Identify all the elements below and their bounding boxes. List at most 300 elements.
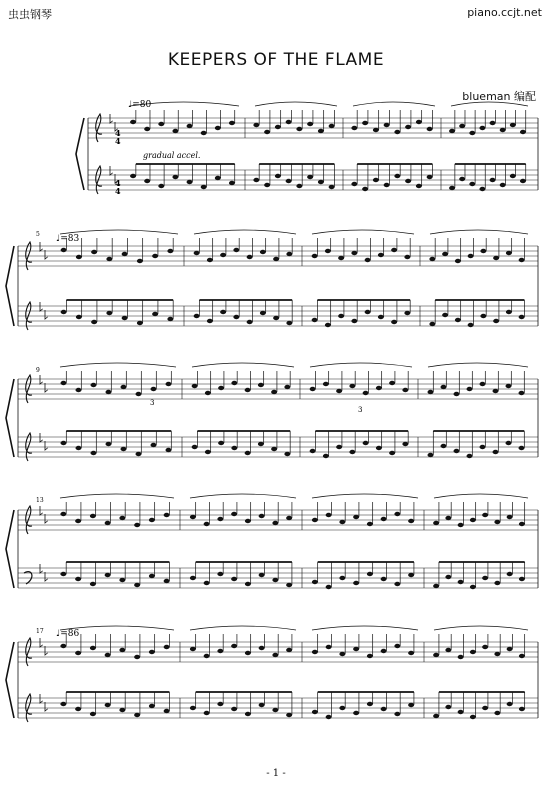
notehead xyxy=(469,182,475,186)
score-title: KEEPERS OF THE FLAME xyxy=(167,50,385,70)
notehead xyxy=(253,178,259,182)
notehead xyxy=(353,515,359,519)
notehead xyxy=(376,386,382,390)
notehead xyxy=(258,442,264,446)
measure-number-17: 17 xyxy=(36,628,44,635)
notehead xyxy=(76,388,82,392)
flat-sign xyxy=(45,250,48,259)
notehead xyxy=(149,704,155,708)
notehead xyxy=(172,129,178,133)
notehead xyxy=(351,126,357,130)
notehead xyxy=(91,383,97,387)
notehead xyxy=(258,383,264,387)
notehead xyxy=(408,703,414,707)
notehead xyxy=(429,322,435,326)
flat-sign xyxy=(40,564,43,573)
notehead xyxy=(467,387,473,391)
notehead xyxy=(220,310,226,314)
notehead xyxy=(362,187,368,191)
notehead xyxy=(336,445,342,449)
slur xyxy=(60,494,174,498)
notehead xyxy=(381,577,387,581)
notehead xyxy=(468,254,474,258)
notehead xyxy=(408,573,414,577)
notehead xyxy=(106,257,112,261)
notehead xyxy=(449,186,455,190)
notehead xyxy=(506,384,512,388)
notehead xyxy=(207,319,213,323)
notehead xyxy=(75,519,81,523)
notehead xyxy=(164,579,170,583)
notehead xyxy=(349,450,355,454)
notehead xyxy=(459,177,465,181)
notehead xyxy=(190,515,196,519)
notehead xyxy=(353,647,359,651)
notehead xyxy=(490,178,496,182)
notehead xyxy=(275,174,281,178)
notehead xyxy=(229,121,235,125)
notehead xyxy=(61,381,67,385)
notehead xyxy=(76,446,82,450)
flat-sign xyxy=(40,302,43,311)
flat-sign xyxy=(40,638,43,647)
notehead xyxy=(428,453,434,457)
notehead xyxy=(445,575,451,579)
slur xyxy=(190,494,296,498)
notehead xyxy=(480,382,486,386)
measure-number-5: 5 xyxy=(36,231,40,238)
brace xyxy=(6,246,14,326)
slur xyxy=(451,102,528,106)
notehead xyxy=(137,321,143,325)
time-signature-top: 4 xyxy=(115,128,121,138)
notehead xyxy=(218,386,224,390)
notehead xyxy=(247,320,253,324)
notehead xyxy=(376,446,382,450)
notehead xyxy=(312,254,318,258)
notehead xyxy=(329,185,335,189)
notehead xyxy=(260,311,266,315)
notehead xyxy=(408,651,414,655)
notehead xyxy=(362,121,368,125)
notehead xyxy=(519,446,525,450)
notehead xyxy=(119,648,125,652)
notehead xyxy=(121,447,127,451)
notehead xyxy=(91,320,97,324)
notehead xyxy=(459,124,465,128)
notehead xyxy=(264,183,270,187)
notehead xyxy=(493,389,499,393)
tuplet-mark: 3 xyxy=(150,399,155,407)
notehead xyxy=(260,250,266,254)
notehead xyxy=(367,522,373,526)
notehead xyxy=(480,445,486,449)
notehead xyxy=(259,514,265,518)
notehead xyxy=(106,390,112,394)
notehead xyxy=(152,312,158,316)
notehead xyxy=(105,521,111,525)
notehead xyxy=(217,649,223,653)
notehead xyxy=(130,120,136,124)
notehead xyxy=(519,522,525,526)
flat-sign xyxy=(45,702,48,711)
notehead xyxy=(351,251,357,255)
notehead xyxy=(75,651,81,655)
notehead xyxy=(144,127,150,131)
notehead xyxy=(312,710,318,714)
notehead xyxy=(384,123,390,127)
notehead xyxy=(408,519,414,523)
notehead xyxy=(493,256,499,260)
notehead xyxy=(259,703,265,707)
slur xyxy=(312,494,418,498)
flat-sign xyxy=(45,514,48,523)
notehead xyxy=(190,706,196,710)
notehead xyxy=(194,314,200,318)
notehead xyxy=(353,581,359,585)
slur xyxy=(310,363,412,367)
notehead xyxy=(510,174,516,178)
notehead xyxy=(493,319,499,323)
notehead xyxy=(166,382,172,386)
notehead xyxy=(367,572,373,576)
notehead xyxy=(494,520,500,524)
notehead xyxy=(394,582,400,586)
notehead xyxy=(164,513,170,517)
arranger-credit: blueman 编配 xyxy=(462,90,536,103)
notehead xyxy=(391,320,397,324)
notehead xyxy=(233,248,239,252)
notehead xyxy=(105,653,111,657)
notehead xyxy=(205,450,211,454)
notehead xyxy=(119,708,125,712)
notehead xyxy=(164,645,170,649)
notehead xyxy=(229,181,235,185)
notehead xyxy=(312,580,318,584)
notehead xyxy=(271,390,277,394)
notehead xyxy=(381,649,387,653)
notehead xyxy=(404,311,410,315)
notehead xyxy=(454,392,460,396)
notehead xyxy=(245,582,251,586)
notehead xyxy=(149,574,155,578)
notehead xyxy=(405,125,411,129)
notehead xyxy=(90,712,96,716)
tempo-mark-1: ♩=80 xyxy=(128,100,152,110)
notehead xyxy=(442,252,448,256)
notehead xyxy=(307,122,313,126)
notehead xyxy=(394,130,400,134)
notehead xyxy=(231,577,237,581)
notehead xyxy=(310,387,316,391)
site-name: 虫虫钢琴 xyxy=(8,8,52,21)
notehead xyxy=(349,384,355,388)
notehead xyxy=(325,323,331,327)
notehead xyxy=(105,573,111,577)
notehead xyxy=(245,712,251,716)
notehead xyxy=(416,184,422,188)
staff-systems xyxy=(6,102,538,722)
notehead xyxy=(90,582,96,586)
notehead xyxy=(336,389,342,393)
notehead xyxy=(192,445,198,449)
notehead xyxy=(134,583,140,587)
notehead xyxy=(272,653,278,657)
notehead xyxy=(205,391,211,395)
notehead xyxy=(60,702,66,706)
notehead xyxy=(500,183,506,187)
notehead xyxy=(220,253,226,257)
flat-sign xyxy=(110,166,113,175)
slur xyxy=(60,363,176,367)
notehead xyxy=(119,578,125,582)
notehead xyxy=(493,450,499,454)
notehead xyxy=(231,381,237,385)
notehead xyxy=(286,583,292,587)
notehead xyxy=(433,714,439,718)
notehead xyxy=(506,251,512,255)
notehead xyxy=(61,248,67,252)
notehead xyxy=(245,388,251,392)
notehead xyxy=(490,121,496,125)
notehead xyxy=(458,523,464,527)
notehead xyxy=(286,516,292,520)
notehead xyxy=(119,516,125,520)
notehead xyxy=(479,126,485,130)
notehead xyxy=(61,310,67,314)
page-number: - 1 - xyxy=(266,768,286,779)
notehead xyxy=(428,390,434,394)
notehead xyxy=(519,577,525,581)
notehead xyxy=(433,521,439,525)
flat-sign xyxy=(45,646,48,655)
notehead xyxy=(233,315,239,319)
notehead xyxy=(506,441,512,445)
notehead xyxy=(394,644,400,648)
notehead xyxy=(325,249,331,253)
notehead xyxy=(296,184,302,188)
notehead xyxy=(61,441,67,445)
notehead xyxy=(149,518,155,522)
notehead xyxy=(480,314,486,318)
notehead xyxy=(286,120,292,124)
notehead xyxy=(367,702,373,706)
notehead xyxy=(136,452,142,456)
notehead xyxy=(519,707,525,711)
performance-direction: gradual accel. xyxy=(143,151,201,160)
notehead xyxy=(144,179,150,183)
notehead xyxy=(405,179,411,183)
flat-sign xyxy=(40,433,43,442)
notehead xyxy=(427,175,433,179)
notehead xyxy=(204,581,210,585)
notehead xyxy=(455,318,461,322)
flat-sign xyxy=(40,242,43,251)
notehead xyxy=(149,650,155,654)
notehead xyxy=(90,646,96,650)
notehead xyxy=(187,180,193,184)
notehead xyxy=(467,454,473,458)
notehead xyxy=(378,253,384,257)
notehead xyxy=(482,513,488,517)
notehead xyxy=(373,178,379,182)
notehead xyxy=(510,123,516,127)
time-signature-bottom: 4 xyxy=(115,186,121,196)
notehead xyxy=(217,702,223,706)
notehead xyxy=(329,124,335,128)
notehead xyxy=(158,122,164,126)
notehead xyxy=(433,653,439,657)
notehead xyxy=(134,655,140,659)
flat-sign xyxy=(40,375,43,384)
notehead xyxy=(402,388,408,392)
notehead xyxy=(130,174,136,178)
notehead xyxy=(326,715,332,719)
notehead xyxy=(494,652,500,656)
notehead xyxy=(470,585,476,589)
notehead xyxy=(245,519,251,523)
measure-number-9: 9 xyxy=(36,367,40,374)
notehead xyxy=(445,516,451,520)
notehead xyxy=(231,707,237,711)
notehead xyxy=(272,708,278,712)
notehead xyxy=(122,316,128,320)
notehead xyxy=(339,576,345,580)
slur xyxy=(434,626,528,630)
notehead xyxy=(284,452,290,456)
notehead xyxy=(373,128,379,132)
notehead xyxy=(381,707,387,711)
notehead xyxy=(469,131,475,135)
notehead xyxy=(218,441,224,445)
notehead xyxy=(378,315,384,319)
notehead xyxy=(326,585,332,589)
notehead xyxy=(318,180,324,184)
slur xyxy=(192,363,294,367)
notehead xyxy=(60,644,66,648)
slur xyxy=(255,102,337,106)
notehead xyxy=(91,451,97,455)
notehead xyxy=(427,127,433,131)
notehead xyxy=(152,254,158,258)
notehead xyxy=(158,184,164,188)
flat-sign xyxy=(45,383,48,392)
notehead xyxy=(272,578,278,582)
notehead xyxy=(272,521,278,525)
notehead xyxy=(192,384,198,388)
notehead xyxy=(245,651,251,655)
notehead xyxy=(190,647,196,651)
notehead xyxy=(480,249,486,253)
notehead xyxy=(389,451,395,455)
notehead xyxy=(506,310,512,314)
notehead xyxy=(318,129,324,133)
notehead xyxy=(507,572,513,576)
flat-sign xyxy=(45,441,48,450)
notehead xyxy=(339,520,345,524)
notehead xyxy=(215,176,221,180)
notehead xyxy=(455,259,461,263)
notehead xyxy=(442,313,448,317)
notehead xyxy=(151,387,157,391)
notehead xyxy=(323,454,329,458)
notehead xyxy=(470,650,476,654)
notehead xyxy=(264,130,270,134)
notehead xyxy=(273,316,279,320)
notehead xyxy=(351,319,357,323)
notehead xyxy=(207,258,213,262)
notehead xyxy=(231,512,237,516)
notehead xyxy=(520,130,526,134)
notehead xyxy=(60,572,66,576)
notehead xyxy=(470,518,476,522)
notehead xyxy=(75,577,81,581)
flat-sign xyxy=(40,694,43,703)
notehead xyxy=(75,707,81,711)
notehead xyxy=(338,256,344,260)
notehead xyxy=(201,185,207,189)
notehead xyxy=(441,385,447,389)
notehead xyxy=(217,517,223,521)
notehead xyxy=(106,442,112,446)
slur xyxy=(194,230,296,234)
notehead xyxy=(394,174,400,178)
notehead xyxy=(519,315,525,319)
time-signature-bottom: 4 xyxy=(115,136,121,146)
notehead xyxy=(60,512,66,516)
notehead xyxy=(307,175,313,179)
notehead xyxy=(394,512,400,516)
notehead xyxy=(245,451,251,455)
notehead xyxy=(187,124,193,128)
notehead xyxy=(338,314,344,318)
notehead xyxy=(90,514,96,518)
notehead xyxy=(468,323,474,327)
notehead xyxy=(458,580,464,584)
notehead xyxy=(231,446,237,450)
notehead xyxy=(500,128,506,132)
notehead xyxy=(441,444,447,448)
slur xyxy=(428,363,528,367)
notehead xyxy=(271,447,277,451)
notehead xyxy=(204,522,210,526)
notehead xyxy=(273,257,279,261)
notehead xyxy=(363,441,369,445)
notehead xyxy=(91,250,97,254)
notehead xyxy=(519,391,525,395)
notehead xyxy=(121,385,127,389)
notehead xyxy=(365,258,371,262)
notehead xyxy=(164,709,170,713)
notehead xyxy=(494,581,500,585)
notehead xyxy=(286,713,292,717)
notehead xyxy=(339,706,345,710)
notehead xyxy=(519,654,525,658)
flat-sign xyxy=(45,310,48,319)
notehead xyxy=(482,706,488,710)
notehead xyxy=(106,311,112,315)
notehead xyxy=(391,248,397,252)
brace xyxy=(6,642,14,718)
notehead xyxy=(204,711,210,715)
notehead xyxy=(507,515,513,519)
brace xyxy=(76,118,84,190)
notehead xyxy=(286,252,292,256)
notehead xyxy=(482,645,488,649)
notehead xyxy=(76,255,82,259)
notehead xyxy=(137,259,143,263)
notehead xyxy=(310,449,316,453)
